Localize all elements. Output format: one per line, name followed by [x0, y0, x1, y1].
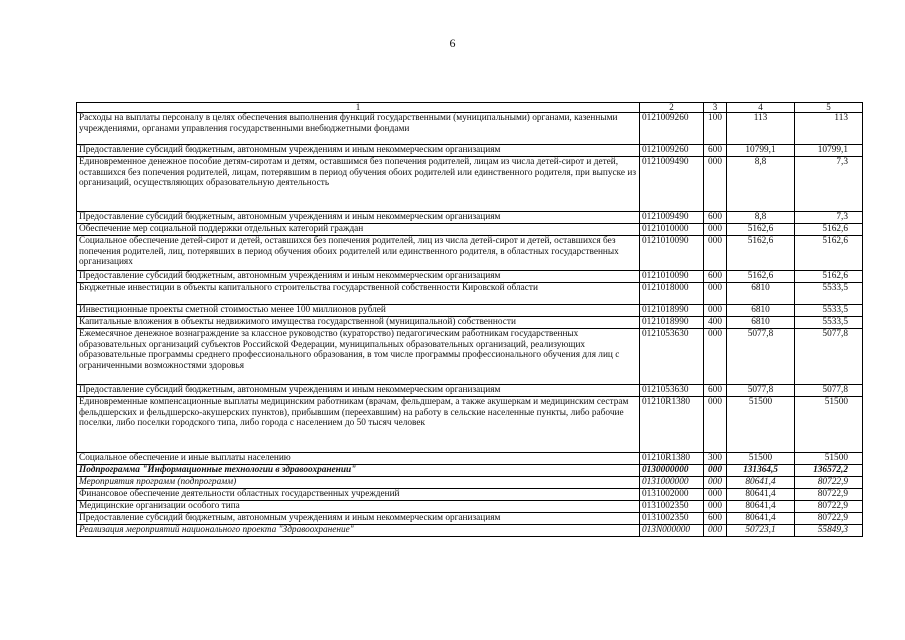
- row-kvr: 000: [704, 283, 727, 305]
- table-header-row: [77, 103, 863, 113]
- row-code: 0121018990: [640, 317, 704, 329]
- budget-table: [76, 102, 863, 537]
- row-kvr: 000: [704, 525, 727, 537]
- table-row: [77, 513, 863, 525]
- row-code: 0121009260: [640, 113, 704, 145]
- row-kvr: 000: [704, 489, 727, 501]
- row-kvr: 000: [704, 157, 727, 212]
- row-kvr: 000: [704, 397, 727, 453]
- row-name: Социальное обеспечение детей-сирот и детей, оставшихся без попечения родителей, лиц из числа детей-сирот и детей, оставшихся без попечения родителей, лиц, потерявших в период обучения обоих родителей или единственного родителя, в областных государственных организациях: [77, 236, 640, 271]
- row-value-1: 5077,8: [727, 385, 795, 397]
- table-row: [77, 212, 863, 224]
- row-value-2: 5162,6: [795, 236, 863, 271]
- row-name: Предоставление субсидий бюджетным, автономным учреждениям и иным некоммерческим организациям: [77, 145, 640, 157]
- row-code: 0121018000: [640, 283, 704, 305]
- table-row: [77, 525, 863, 537]
- header-value-1: 4: [727, 103, 795, 113]
- header-name: 1: [77, 103, 640, 113]
- table-row: [77, 489, 863, 501]
- row-code: 0121009260: [640, 145, 704, 157]
- row-value-1: 6810: [727, 305, 795, 317]
- row-kvr: 000: [704, 501, 727, 513]
- row-code: 0131000000: [640, 477, 704, 489]
- row-value-1: 80641,4: [727, 513, 795, 525]
- table-row: [77, 317, 863, 329]
- row-name: Мероприятия программ (подпрограмм): [77, 477, 640, 489]
- row-value-1: 10799,1: [727, 145, 795, 157]
- row-name: Бюджетные инвестиции в объекты капитального строительства государственной собственности Кировской области: [77, 283, 640, 305]
- row-value-1: 8,8: [727, 157, 795, 212]
- row-name: Подпрограмма "Информационные технологии в здравоохранении": [77, 465, 640, 477]
- row-value-1: 6810: [727, 283, 795, 305]
- row-value-2: 10799,1: [795, 145, 863, 157]
- row-name: Финансовое обеспечение деятельности областных государственных учреждений: [77, 489, 640, 501]
- row-code: 01210R1380: [640, 453, 704, 465]
- row-kvr: 600: [704, 212, 727, 224]
- row-kvr: 600: [704, 145, 727, 157]
- row-kvr: 400: [704, 317, 727, 329]
- table-row: [77, 501, 863, 513]
- table-row: [77, 224, 863, 236]
- row-value-2: 51500: [795, 397, 863, 453]
- row-value-2: 5077,8: [795, 385, 863, 397]
- table-row: [77, 283, 863, 305]
- row-kvr: 600: [704, 385, 727, 397]
- table-row: [77, 465, 863, 477]
- row-code: 0121053630: [640, 329, 704, 385]
- table-row: [77, 145, 863, 157]
- row-value-2: 5533,5: [795, 305, 863, 317]
- table-row: [77, 453, 863, 465]
- row-value-2: 7,3: [795, 157, 863, 212]
- row-kvr: 600: [704, 271, 727, 283]
- row-value-2: 5077,8: [795, 329, 863, 385]
- row-value-2: 80722,9: [795, 501, 863, 513]
- row-code: 0121010090: [640, 271, 704, 283]
- row-value-1: 8,8: [727, 212, 795, 224]
- row-value-2: 5533,5: [795, 283, 863, 305]
- row-value-1: 131364,5: [727, 465, 795, 477]
- row-kvr: 000: [704, 329, 727, 385]
- row-code: 0121009490: [640, 157, 704, 212]
- row-value-2: 5533,5: [795, 317, 863, 329]
- header-code: 2: [640, 103, 704, 113]
- row-kvr: 000: [704, 305, 727, 317]
- row-kvr: 000: [704, 477, 727, 489]
- table-row: [77, 271, 863, 283]
- row-name: Предоставление субсидий бюджетным, автономным учреждениям и иным некоммерческим организациям: [77, 385, 640, 397]
- row-code: 013N000000: [640, 525, 704, 537]
- row-name: Единовременные компенсационные выплаты медицинским работникам (врачам, фельдшерам, а также акушеркам и медицинским сестрам фельдшерских и фельдшерско-акушерских пунктов), прибывшим (переехавшим) на работу в сельские населенные пункты, либо рабочие поселки, либо поселки городского типа, либо города с населением до 50 тысяч человек: [77, 397, 640, 453]
- table-row: [77, 385, 863, 397]
- row-code: 0121010090: [640, 236, 704, 271]
- table-row: [77, 477, 863, 489]
- row-value-1: 5162,6: [727, 236, 795, 271]
- row-value-2: 113: [795, 113, 863, 145]
- row-code: 0130000000: [640, 465, 704, 477]
- row-name: Реализация мероприятий национального проекта "Здравоохранение": [77, 525, 640, 537]
- table-row: [77, 329, 863, 385]
- row-name: Расходы на выплаты персоналу в целях обеспечения выполнения функций государственными (муниципальными) органами, казенными учреждениями, органами управления государственными внебюджетными фондами: [77, 113, 640, 145]
- row-value-1: 6810: [727, 317, 795, 329]
- row-value-1: 5162,6: [727, 271, 795, 283]
- row-name: Обеспечение мер социальной поддержки отдельных категорий граждан: [77, 224, 640, 236]
- page-number: 6: [449, 36, 456, 50]
- header-kvr: 3: [704, 103, 727, 113]
- row-kvr: 000: [704, 236, 727, 271]
- row-value-2: 80722,9: [795, 477, 863, 489]
- row-code: 0131002350: [640, 513, 704, 525]
- row-value-2: 51500: [795, 453, 863, 465]
- row-name: Капитальные вложения в объекты недвижимого имущества государственной (муниципальной) собственности: [77, 317, 640, 329]
- row-kvr: 000: [704, 224, 727, 236]
- row-kvr: 300: [704, 453, 727, 465]
- row-value-1: 80641,4: [727, 489, 795, 501]
- row-name: Предоставление субсидий бюджетным, автономным учреждениям и иным некоммерческим организациям: [77, 271, 640, 283]
- row-value-1: 80641,4: [727, 501, 795, 513]
- row-value-1: 113: [727, 113, 795, 145]
- row-value-2: 7,3: [795, 212, 863, 224]
- row-kvr: 100: [704, 113, 727, 145]
- row-code: 0121009490: [640, 212, 704, 224]
- row-code: 0121053630: [640, 385, 704, 397]
- row-name: Предоставление субсидий бюджетным, автономным учреждениям и иным некоммерческим организациям: [77, 212, 640, 224]
- row-value-1: 5077,8: [727, 329, 795, 385]
- row-name: Предоставление субсидий бюджетным, автономным учреждениям и иным некоммерческим организациям: [77, 513, 640, 525]
- row-value-1: 5162,6: [727, 224, 795, 236]
- row-value-2: 5162,6: [795, 271, 863, 283]
- table-row: [77, 157, 863, 212]
- table-row: [77, 236, 863, 271]
- row-value-1: 50723,1: [727, 525, 795, 537]
- row-kvr: 000: [704, 465, 727, 477]
- row-value-1: 51500: [727, 397, 795, 453]
- header-value-2: 5: [795, 103, 863, 113]
- row-code: 0121018990: [640, 305, 704, 317]
- row-name: Ежемесячное денежное вознаграждение за классное руководство (кураторство) педагогическим работникам государственных образовательных организаций субъектов Российской Федерации, муниципальных образовательных организаций, реализующих образовательные программы среднего профессионального образования, в том числе программы профессионального обучения для лиц с ограниченными возможностями здоровья: [77, 329, 640, 385]
- table-row: [77, 113, 863, 145]
- row-code: 0131002000: [640, 489, 704, 501]
- row-code: 0131002350: [640, 501, 704, 513]
- table-row: [77, 305, 863, 317]
- row-name: Единовременное денежное пособие детям-сиротам и детям, оставшимся без попечения родителей, лицам из числа детей-сирот и детей, оставшихся без попечения родителей, лицам, потерявшим в период обучения обоих родителей или единственного родителя, при выпуске из организаций, осуществляющих образовательную деятельность: [77, 157, 640, 212]
- row-code: 0121010000: [640, 224, 704, 236]
- row-value-1: 80641,4: [727, 477, 795, 489]
- row-name: Социальное обеспечение и иные выплаты населению: [77, 453, 640, 465]
- row-value-2: 80722,9: [795, 513, 863, 525]
- row-name: Инвестиционные проекты сметной стоимостью менее 100 миллионов рублей: [77, 305, 640, 317]
- table-row: [77, 397, 863, 453]
- row-kvr: 600: [704, 513, 727, 525]
- row-value-2: 136572,2: [795, 465, 863, 477]
- row-value-2: 80722,9: [795, 489, 863, 501]
- row-value-1: 51500: [727, 453, 795, 465]
- row-name: Медицинские организации особого типа: [77, 501, 640, 513]
- row-value-2: 55849,3: [795, 525, 863, 537]
- row-value-2: 5162,6: [795, 224, 863, 236]
- row-code: 01210R1380: [640, 397, 704, 453]
